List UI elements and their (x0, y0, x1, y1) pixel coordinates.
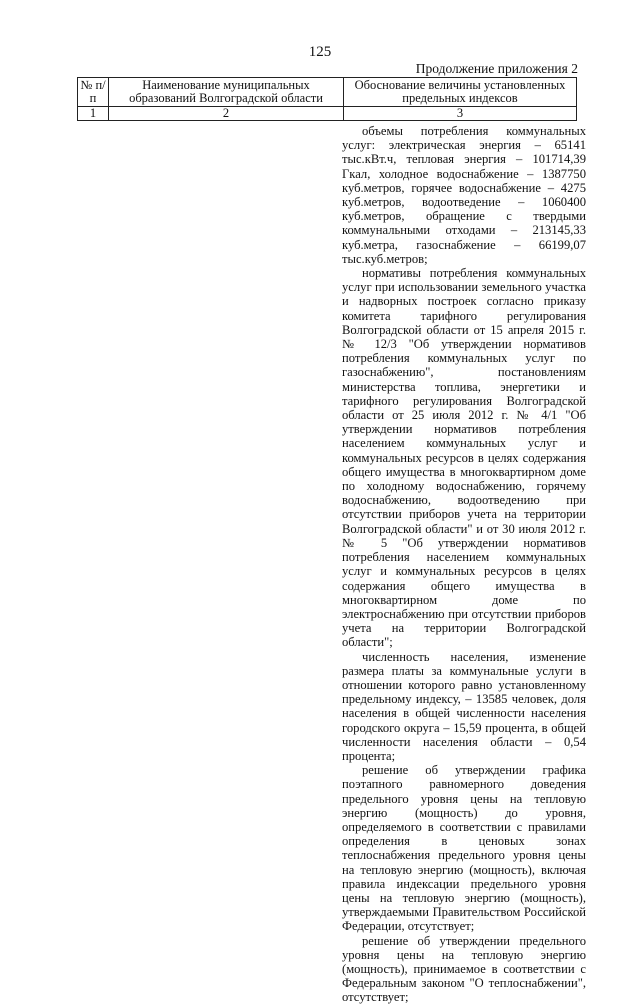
continuation-label: Продолжение приложения 2 (415, 61, 578, 76)
column-municipality-index: 2 (109, 107, 344, 121)
column-number-header: № п/п (78, 78, 109, 107)
table-header-row (78, 78, 577, 107)
paragraph-population: численность населения, изменение размера платы за коммунальные услуги в отношении которого равно установленному предельному индексу, – 13585 человек, доля населения в общей численности населения городского округа – 15,59 процента, в общей численности населения области – 0,54 процента; (342, 649, 586, 763)
column-justification-index: 3 (344, 107, 577, 121)
column-municipality-header: Наименование муниципальных образований Волгоградской области (109, 78, 344, 107)
paragraph-price-schedule: решение об утверждении графика поэтапного равномерного доведения предельного уровня цены на тепловую энергию (мощность) до уровня, определяемого в соответствии с правилами определения в ценовых зонах теплоснабжения предельного уровня цены на тепловую энергию (мощность), включая правила индексации предельного уровня цены на тепловую энергию (мощность), утверждаемыми Правительством Российской Федерации, отсутствует; (342, 763, 586, 934)
column-justification-header: Обоснование величины установленных предельных индексов (344, 78, 577, 107)
page-number: 125 (308, 44, 332, 60)
paragraph-consumption-volumes: объемы потребления коммунальных услуг: электрическая энергия – 65141 тыс.кВт.ч, тепловая энергия – 101714,39 Гкал, холодное водоснабжение – 1387750 куб.метров, горячее водоснабжение – 4275 куб.метров, водоотведение – 1060400 куб.метров, обращение с твердыми коммунальными отходами – 213145,33 куб.метра, газоснабжение – 66199,07 тыс.куб.метров; (342, 124, 586, 266)
table-numbering-row (78, 107, 577, 121)
appendix-table-header (77, 77, 577, 121)
justification-text (342, 124, 586, 1005)
column-number-index: 1 (78, 107, 109, 121)
paragraph-consumption-norms: нормативы потребления коммунальных услуг при использовании земельного участка и надворных построек согласно приказу комитета тарифного регулирования Волгоградской области от 15 апреля 2015 г. № 12/3 "Об утверждении нормативов потребления коммунальных услуг по газоснабжению", постановлениям министерства топлива, энергетики и тарифного регулирования Волгоградской области от 25 июля 2012 г. № 4/1 "Об утверждении нормативов потребления населением коммунальных услуг и коммунальных ресурсов в целях содержания общего имущества в многоквартирном доме по холодному водоснабжению, горячему водоснабжению, водоотведению при отсутствии приборов учета на территории Волгоградской области" и от 30 июля 2012 г. № 5 "Об утверждении нормативов потребления населением коммунальных услуг и коммунальных ресурсов в целях содержания общего имущества в многоквартирном доме по электроснабжению при отсутствии приборов учета на территории Волгоградской области"; (342, 266, 586, 650)
paragraph-price-limit: решение об утверждении предельного уровня цены на тепловую энергию (мощность), принимаемое в соответствии с Федеральным законом "О теплоснабжении", отсутствует; (342, 933, 586, 1005)
